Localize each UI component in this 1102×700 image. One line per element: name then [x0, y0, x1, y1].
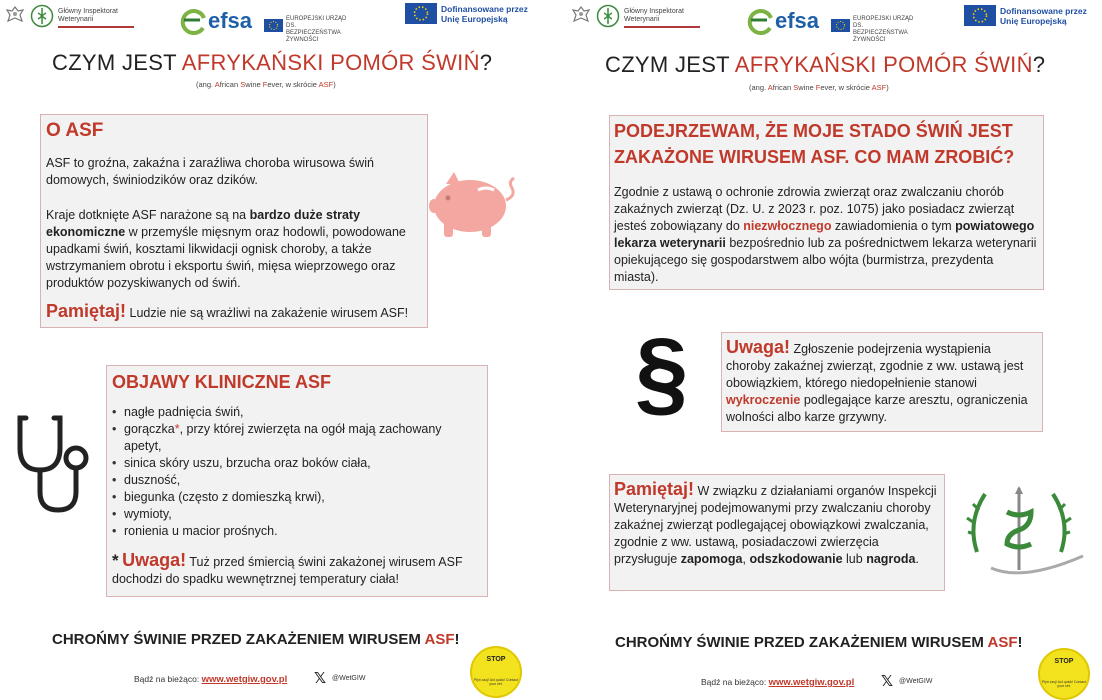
text-bold: powiatowego lekarza weterynarii [614, 219, 1035, 250]
footer-stay-updated [134, 674, 287, 685]
efsa-logo [745, 8, 775, 41]
efsa-wordmark: efsa [208, 8, 253, 33]
sticker-text: Płyń czuj! Act quick! Contact your vet. [474, 678, 518, 686]
note-star: * [112, 551, 119, 570]
eu-funding-label: Dofinansowane przez Unię Europejską [441, 4, 528, 24]
twitter-handle[interactable]: @WetGIW [899, 678, 933, 685]
about-asf-title: O ASF [46, 120, 104, 141]
remember-box [609, 474, 945, 591]
about-asf-remember [46, 301, 426, 322]
subtitle-part: ) [333, 80, 336, 89]
efsa-wordmark: efsa [775, 8, 820, 33]
list-item: • ronienia u macior prośnych. [110, 523, 482, 540]
page-title [52, 50, 492, 76]
remember-text: Ludzie nie są wrażliwi na zakażenie wirusem ASF! [126, 306, 409, 320]
subtitle-letter: A [767, 83, 773, 92]
gig-emblem-icon [30, 4, 54, 28]
sticker-title: STOP [1054, 658, 1074, 665]
subtitle-part: (ang. [749, 83, 768, 92]
fever-star: * [174, 422, 180, 436]
list-item: • nagłe padnięcia świń, [110, 404, 482, 421]
about-asf-paragraph-2 [46, 207, 418, 292]
website-link[interactable]: www.wetgiw.gov.pl [768, 677, 855, 688]
list-item: • duszność, [110, 472, 482, 489]
efsa-description: EUROPEJSKI URZĄD DS. BEZPIECZEŃSTWA ŻYWNOŚCI [853, 16, 914, 43]
subtitle-part: wine [798, 83, 816, 92]
subtitle-asf: ASF [318, 80, 334, 89]
caduceus-icon [963, 482, 1087, 578]
title-suffix: ? [1032, 52, 1046, 77]
symptoms-list [110, 404, 482, 540]
warning-box [721, 332, 1043, 432]
eu-flag-icon [405, 3, 437, 24]
text-span: W związku z działaniami organów Inspekcji Weterynaryjnej podejmowanymi przy zwalczaniu choroby zakaźnej zwierząt podlegającej obowiązkowi zwalczania, zgodnie z ww. ustawą, posiadaczowi zwierzęcia przysługuje [614, 484, 937, 566]
suspicion-box [609, 115, 1044, 290]
eagle-emblem-icon [571, 5, 591, 27]
subtitle-letter: F [262, 80, 268, 89]
warning-label: Uwaga! [726, 337, 791, 357]
x-logo-icon[interactable]: 𝕏 [314, 670, 327, 687]
subtitle-letter: S [240, 80, 246, 89]
subtitle-letter: A [214, 80, 220, 89]
remember-label: Pamiętaj! [46, 301, 127, 321]
stay-updated-label: Bądź na bieżąco: [701, 677, 769, 687]
subtitle-part: ) [886, 83, 889, 92]
footer-slogan [52, 631, 460, 648]
page-subtitle [196, 80, 336, 89]
text-red: wykroczenie [726, 393, 801, 407]
list-item: • biegunka (często z domieszką krwi), [110, 489, 482, 506]
eagle-emblem-icon [5, 5, 25, 27]
gig-underline [58, 26, 134, 28]
symptoms-title: OBJAWY KLINICZNE ASF [112, 372, 332, 392]
gig-underline [624, 26, 700, 28]
suspicion-text [614, 184, 1039, 286]
stop-asf-sticker [1038, 648, 1090, 700]
fever-word: gorączka [124, 422, 175, 436]
stethoscope-icon [14, 412, 94, 516]
subtitle-part: frican [772, 83, 794, 92]
list-item: • wymioty, [110, 506, 482, 523]
paragraph-icon: § [635, 319, 689, 426]
text-bold: nagroda [866, 552, 916, 566]
suspicion-title-line-1: PODEJRZEWAM, ŻE MOJE STADO ŚWIŃ JEST [614, 121, 1013, 141]
gig-name: Główny Inspektorat Weterynarii [58, 8, 118, 23]
text-span: w przemyśle mięsnym oraz hodowli, powodowane upadkami świń, kosztami likwidacji ognisk choroby, a także wstrzymaniem obrotu i eksportu świń, mięsa wieprzowego oraz produktów pozyskiwanych od świń. [46, 225, 406, 290]
text-span: Zgodnie z ustawą o ochronie zdrowia zwierząt oraz zwalczaniu chorób zakaźnych zwierząt (Dz. U. z 2023 r. poz. 1075) jako posiadacz zwierząt jesteś zobowiązany do [614, 185, 1015, 233]
footer-stay-updated [701, 677, 854, 688]
about-asf-paragraph-1: ASF to groźna, zakaźna i zaraźliwa choroba wirusowa świń domowych, świniodzików oraz dzików. [46, 156, 374, 187]
slogan-asf: ASF [424, 631, 455, 648]
text-bold: zapomoga [680, 552, 743, 566]
note-label: Uwaga! [122, 550, 187, 570]
efsa-logo [178, 8, 208, 41]
subtitle-part: ever, w skrócie [267, 80, 319, 89]
title-highlight: AFRYKAŃSKI POMÓR ŚWIŃ [181, 50, 480, 75]
footer-slogan [615, 634, 1023, 651]
text-bold: odszkodowanie [749, 552, 843, 566]
list-item: • sinica skóry uszu, brzucha oraz boków ciała, [110, 455, 482, 472]
pig-icon [428, 168, 520, 242]
slogan-end: ! [1017, 634, 1023, 651]
text-span: podlegające karze aresztu, ograniczenia wolności albo karze grzywny. [726, 393, 1028, 424]
text-red: niezwłocznego [743, 219, 832, 233]
stop-asf-sticker [470, 646, 522, 698]
subtitle-part: ever, w skrócie [820, 83, 872, 92]
slogan-text: CHROŃMY ŚWINIE PRZED ZAKAŻENIEM WIRUSEM [52, 631, 425, 648]
stay-updated-label: Bądź na bieżąco: [134, 674, 202, 684]
page-subtitle [749, 83, 889, 92]
twitter-handle[interactable]: @WetGIW [332, 675, 366, 682]
remember-label: Pamiętaj! [614, 479, 695, 499]
text-span: . [915, 552, 919, 566]
title-prefix: CZYM JEST [605, 52, 735, 77]
about-asf-box [40, 114, 428, 328]
eu-funding-label: Dofinansowane przez Unię Europejską [1000, 6, 1087, 26]
gig-emblem-icon [596, 4, 620, 28]
slogan-text: CHROŃMY ŚWINIE PRZED ZAKAŻENIEM WIRUSEM [615, 634, 988, 651]
gig-name: Główny Inspektorat Weterynarii [624, 8, 684, 23]
subtitle-part: frican [219, 80, 241, 89]
website-link[interactable]: www.wetgiw.gov.pl [201, 674, 288, 685]
text-span: , [742, 552, 750, 566]
eu-flag-icon [831, 19, 850, 32]
text-bold: bardzo duże straty ekonomiczne [46, 208, 361, 239]
text-span: Zgłoszenie podejrzenia wystąpienia choroby zakaźnej zwierząt, zgodnie z ww. ustawą jest obowiązkiem, którego niedopełnienie stanowi [726, 342, 1024, 390]
subtitle-letter: F [815, 83, 821, 92]
suspicion-title-line-2: ZAKAŻONE WIRUSEM ASF. CO MAM ZROBIĆ? [614, 147, 1015, 167]
x-logo-icon[interactable]: 𝕏 [881, 673, 894, 690]
subtitle-letter: S [793, 83, 799, 92]
subtitle-part: wine [245, 80, 263, 89]
title-suffix: ? [479, 50, 493, 75]
page-title [605, 52, 1045, 78]
sticker-text: Płyń czuj! Act quick! Contact your vet. [1042, 680, 1086, 688]
warning-text [726, 339, 1038, 426]
eu-flag-icon [964, 5, 996, 26]
subtitle-part: (ang. [196, 80, 215, 89]
note-text: Tuż przed śmiercią świni zakażonej wirusem ASF dochodzi do spadku wewnętrznej temperatury ciała! [112, 555, 463, 586]
poster-right [551, 0, 1102, 700]
fever-rest: , przy której zwierzęta na ogół mają zachowany apetyt, [124, 422, 442, 453]
text-span: bezpośrednio lub za pośrednictwem lekarza weterynarii opiekującego się gospodarstwem albo wójta (burmistrza, prezydenta miasta). [614, 236, 1037, 284]
title-prefix: CZYM JEST [52, 50, 182, 75]
slogan-end: ! [454, 631, 460, 648]
efsa-description: EUROPEJSKI URZĄD DS. BEZPIECZEŃSTWA ŻYWNOŚCI [286, 16, 347, 43]
text-span: lub [842, 552, 867, 566]
symptoms-note [112, 552, 484, 588]
text-span: zawiadomienia o tym [831, 219, 956, 233]
eu-flag-icon [264, 19, 283, 32]
subtitle-asf: ASF [871, 83, 887, 92]
text-span: Kraje dotknięte ASF narażone są na [46, 208, 250, 222]
slogan-asf: ASF [987, 634, 1018, 651]
symptoms-box [106, 365, 488, 597]
list-item [110, 421, 482, 455]
remember-text [614, 481, 940, 568]
sticker-title: STOP [486, 656, 506, 663]
title-highlight: AFRYKAŃSKI POMÓR ŚWIŃ [734, 52, 1033, 77]
